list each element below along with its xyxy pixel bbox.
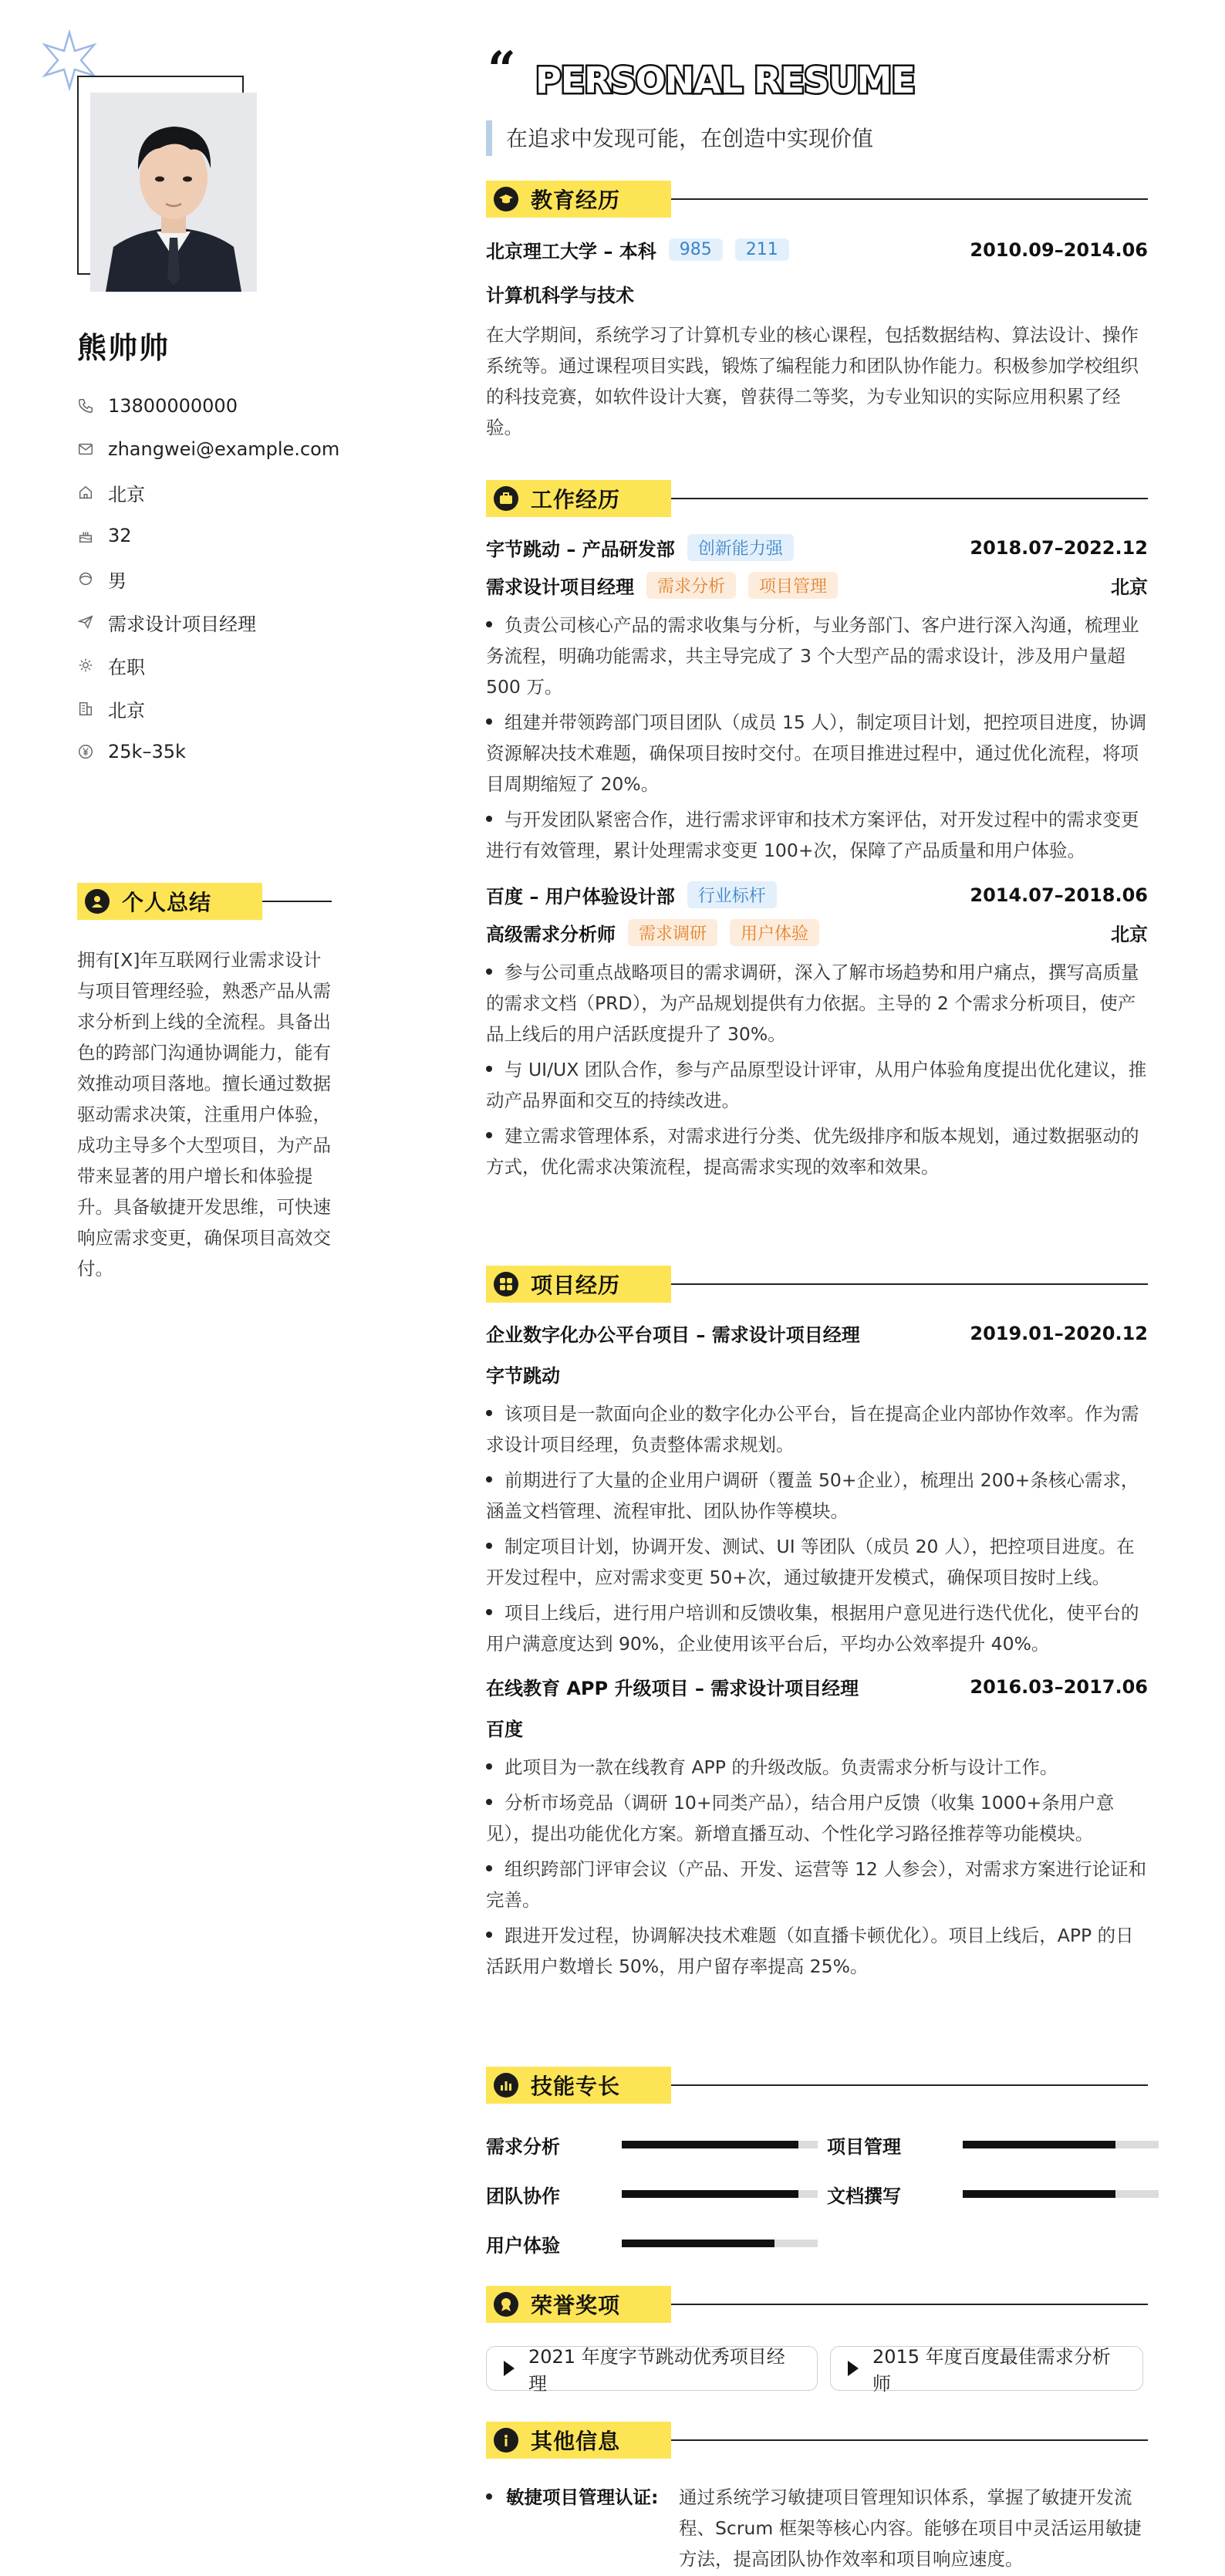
work-title-tag: [486, 480, 671, 517]
other-divider: [671, 2439, 1148, 2441]
education-date: 2010.09–2014.06: [970, 238, 1148, 261]
award-item: [830, 2346, 1143, 2395]
project-bullet: 前期进行了大量的企业用户调研（覆盖 50+企业），梳理出 200+条核心需求，涵盖文档管理、流程审批、团队协作等模块。: [486, 1469, 1139, 1522]
work-divider: [671, 498, 1148, 499]
send-icon: [77, 614, 94, 630]
gender-icon: [77, 570, 94, 587]
education-school-line: [486, 236, 789, 263]
skill-bar: [963, 2190, 1159, 2198]
other-title: 其他信息: [531, 2429, 621, 2454]
skill-bar-fill: [963, 2190, 1115, 2198]
info-gender: [77, 557, 339, 600]
avatar: [90, 93, 257, 292]
skills-title-tag: [486, 2067, 671, 2104]
job-company: 字节跳动 – 产品研发部: [486, 539, 675, 560]
skill-bar-fill: [622, 2141, 798, 2148]
profile-name: 熊帅帅: [77, 331, 170, 365]
job-bullet: 负责公司核心产品的需求收集与分析，与业务部门、客户进行深入沟通，梳理业务流程，明确功能需求，共主导完成了 3 个大型产品的需求设计，涉及用户量超 500 万。: [486, 614, 1139, 698]
play-icon: [848, 2361, 859, 2376]
user-icon: [85, 889, 110, 914]
project-bullet: 组织跨部门评审会议（产品、开发、运营等 12 人参会），对需求方案进行论证和完善。: [486, 1858, 1147, 1911]
project-name: 在线教育 APP 升级项目 – 需求设计项目经理: [486, 1678, 859, 1699]
skills-title: 技能专长: [531, 2074, 621, 2099]
graduation-cap-icon: [494, 187, 518, 211]
info-email: [77, 428, 339, 471]
skills-divider: [671, 2084, 1148, 2086]
projects-divider: [671, 1283, 1148, 1285]
education-school: 北京理工大学 – 本科: [486, 241, 656, 262]
yen-icon: [77, 743, 94, 760]
phone-icon: [77, 397, 94, 414]
work-section: [486, 480, 1148, 1187]
summary-text: 拥有[X]年互联网行业需求设计与项目管理经验，熟悉产品从需求分析到上线的全流程。具备出色的跨部门沟通协调能力，能有效推动项目落地。擅长通过数据驱动需求决策，注重用户体验，成功主导多个大型项目，为产品带来显著的用户增长和体验提升。具备敏捷开发思维，可快速响应需求变更，确保项目高效交付。: [77, 949, 331, 1280]
gender-value: 男: [108, 570, 127, 592]
resume-title-art: [486, 46, 964, 108]
education-section: [486, 181, 1148, 443]
education-tag: 211: [735, 238, 789, 261]
info-location: [77, 471, 339, 514]
info-age: [77, 514, 339, 557]
email-value: zhangwei@example.com: [108, 438, 340, 460]
project-bullet: 分析市场竞品（调研 10+同类产品），结合用户反馈（收集 1000+条用户意见），提出功能优化方案。新增直播互动、个性化学习路径推荐等功能模块。: [486, 1792, 1115, 1844]
info-status: [77, 644, 339, 687]
other-section: [486, 2422, 1148, 2576]
other-item: [486, 2482, 1148, 2574]
job-bullets: [486, 610, 1148, 866]
education-tag: 985: [669, 238, 723, 261]
job-bullet: 参与公司重点战略项目的需求调研，深入了解市场趋势和用户痛点，撰写高质量的需求文档（PRD），为产品规划提供有力依据。主导的 2 个需求分析项目，使产品上线后的用户活跃度提升了 30%。: [486, 962, 1139, 1045]
other-item-text: 通过系统学习敏捷项目管理知识体系，掌握了敏捷开发流程、Scrum 框架等核心内容。能够在项目中灵活运用敏捷方法，提高团队协作效率和项目响应速度。: [679, 2486, 1142, 2570]
salary-value: 25k–35k: [108, 741, 186, 762]
profile-photo: [90, 93, 257, 292]
projects-section: [486, 1266, 1148, 1986]
job-role-tag: 需求分析: [646, 572, 736, 599]
contact-info-list: [77, 384, 339, 773]
education-section-header: [486, 181, 1148, 218]
education-header-row: [486, 236, 1148, 263]
projects-section-header: [486, 1266, 1148, 1303]
job-role-row: [486, 572, 1148, 599]
job-entry: [486, 534, 1148, 866]
skill-name: 需求分析: [486, 2136, 560, 2158]
right-column: [486, 0, 1148, 2576]
svg-text:“: “: [488, 46, 516, 99]
skill-name: 文档撰写: [827, 2186, 901, 2207]
education-divider: [671, 198, 1148, 200]
job-entry: [486, 881, 1148, 1182]
job-bullets: [486, 957, 1148, 1182]
briefcase-icon: [494, 486, 518, 511]
awards-section: [486, 2286, 1148, 2394]
project-company: 百度: [486, 1719, 523, 1740]
job-company-tag: 创新能力强: [687, 534, 794, 561]
status-value: 在职: [108, 656, 145, 678]
project-header-row: [486, 1673, 1148, 1700]
project-bullet: 此项目为一款在线教育 APP 的升级改版。负责需求分析与设计工作。: [486, 1752, 1148, 1783]
job-header-row: [486, 534, 1148, 561]
work-section-header: [486, 480, 1148, 517]
job-city: 北京: [1111, 576, 1148, 598]
job-bullet: 建立需求管理体系，对需求进行分类、优先级排序和版本规划，通过数据驱动的方式，优化需求决策流程，提高需求实现的效率和效果。: [486, 1125, 1139, 1178]
job-date: 2014.07–2018.06: [970, 884, 1148, 906]
awards-list: [486, 2346, 1148, 2395]
project-entry: [486, 1320, 1148, 1659]
skills-section: [486, 2067, 1148, 2257]
awards-title: 荣誉奖项: [531, 2293, 621, 2318]
education-description: 在大学期间，系统学习了计算机专业的核心课程，包括数据结构、算法设计、操作系统等。通过课程项目实践，锻炼了编程能力和团队协作能力。积极参加学校组织的科技竞赛，如软件设计大赛，曾获得二等奖，为专业知识的实际应用积累了经验。: [486, 324, 1139, 438]
job-bullet: 与开发团队紧密合作，进行需求评审和技术方案评估，对开发过程中的需求变更进行有效管理，累计处理需求变更 100+次，保障了产品质量和用户体验。: [486, 809, 1139, 861]
motto-accent-bar: [486, 120, 492, 156]
skill-name: 项目管理: [827, 2136, 901, 2158]
project-date: 2016.03–2017.06: [970, 1675, 1148, 1698]
skill-bar: [622, 2240, 818, 2247]
job-company-tag: 行业标杆: [687, 881, 777, 908]
building-icon: [77, 700, 94, 717]
left-column: [0, 0, 432, 2576]
info-salary: [77, 730, 339, 773]
awards-title-tag: [486, 2286, 671, 2323]
job-bullet: 组建并带领跨部门项目团队（成员 15 人），制定项目计划，把控项目进度，协调资源解决技术难题，确保项目按时交付。在项目推进过程中，通过优化流程，将项目周期缩短了 20%。: [486, 712, 1147, 795]
target-city-value: 北京: [108, 699, 145, 722]
target-role-value: 需求设计项目经理: [108, 613, 256, 635]
skill-name: 团队协作: [486, 2186, 560, 2207]
education-title: 教育经历: [531, 188, 621, 213]
project-entry: [486, 1673, 1148, 1982]
job-date: 2018.07–2022.12: [970, 536, 1148, 559]
education-major: 计算机科学与技术: [486, 285, 634, 306]
phone-value: 13800000000: [108, 395, 238, 417]
project-bullets: [486, 1398, 1148, 1659]
skill-bar-fill: [622, 2190, 798, 2198]
award-label: 2015 年度百度最佳需求分析师: [872, 2346, 1111, 2395]
skills-section-header: [486, 2067, 1148, 2104]
play-icon: [504, 2361, 515, 2376]
chart-icon: [494, 2073, 518, 2098]
project-bullet: 项目上线后，进行用户培训和反馈收集，根据用户意见进行迭代优化，使平台的用户满意度达到 90%，企业使用该平台后，平均办公效率提升 40%。: [486, 1602, 1139, 1655]
info-target-city: [77, 687, 339, 730]
summary-section-header: [77, 883, 332, 920]
skill-name: 用户体验: [486, 2235, 560, 2257]
skill-bar-fill: [963, 2141, 1115, 2148]
grid-icon: [494, 1272, 518, 1296]
projects-title: 项目经历: [531, 1273, 621, 1298]
awards-divider: [671, 2304, 1148, 2305]
job-role-tag: 用户体验: [730, 919, 819, 946]
other-section-header: [486, 2422, 1148, 2459]
project-name: 企业数字化办公平台项目 – 需求设计项目经理: [486, 1324, 860, 1346]
location-value: 北京: [108, 483, 145, 505]
motto: 在追求中发现可能，在创造中实现价值: [506, 126, 874, 151]
job-city: 北京: [1111, 924, 1148, 945]
skill-bar: [622, 2190, 818, 2198]
awards-section-header: [486, 2286, 1148, 2323]
home-icon: [77, 484, 94, 501]
award-icon: [494, 2292, 518, 2317]
job-role: 需求设计项目经理: [486, 576, 634, 598]
summary-title-tag: [77, 883, 262, 920]
mail-icon: [77, 441, 94, 458]
info-phone: [77, 384, 339, 428]
other-item-label: 敏捷项目管理认证:: [486, 2482, 679, 2574]
job-company: 百度 – 用户体验设计部: [486, 886, 675, 908]
project-bullet: 该项目是一款面向企业的数字化办公平台，旨在提高企业内部协作效率。作为需求设计项目经理，负责整体需求规划。: [486, 1403, 1139, 1455]
summary-title: 个人总结: [122, 890, 212, 915]
skill-bar: [622, 2141, 818, 2148]
project-bullet: 跟进开发过程，协调解决技术难题（如直播卡顿优化）。项目上线后，APP 的日活跃用户数增长 50%，用户留存率提高 25%。: [486, 1925, 1134, 1977]
skill-bar-fill: [622, 2240, 774, 2247]
skill-bar: [963, 2141, 1159, 2148]
job-role: 高级需求分析师: [486, 924, 616, 945]
gear-icon: [77, 657, 94, 674]
award-item: [486, 2346, 818, 2395]
cake-icon: [77, 527, 94, 544]
projects-title-tag: [486, 1266, 671, 1303]
project-bullets: [486, 1752, 1148, 1982]
age-value: 32: [108, 525, 132, 546]
summary-divider: [262, 901, 332, 902]
project-header-row: [486, 1320, 1148, 1347]
job-role-tag: 需求调研: [628, 919, 717, 946]
job-bullet: 与 UI/UX 团队合作，参与产品原型设计评审，从用户体验角度提出优化建议，推动产品界面和交互的持续改进。: [486, 1059, 1147, 1111]
education-title-tag: [486, 181, 671, 218]
job-role-tag: 项目管理: [748, 572, 838, 599]
work-title: 工作经历: [531, 487, 621, 512]
info-target-role: [77, 600, 339, 644]
info-icon: [494, 2428, 518, 2453]
title-art-text: PERSONAL RESUME: [535, 59, 915, 101]
project-company: 字节跳动: [486, 1365, 560, 1387]
job-role-row: [486, 919, 1148, 946]
other-title-tag: [486, 2422, 671, 2459]
job-header-row: [486, 881, 1148, 908]
project-bullet: 制定项目计划，协调开发、测试、UI 等团队（成员 20 人），把控项目进度。在开发过程中，应对需求变更 50+次，通过敏捷开发模式，确保项目按时上线。: [486, 1536, 1135, 1588]
award-label: 2021 年度字节跳动优秀项目经理: [528, 2346, 785, 2395]
project-date: 2019.01–2020.12: [970, 1322, 1148, 1344]
